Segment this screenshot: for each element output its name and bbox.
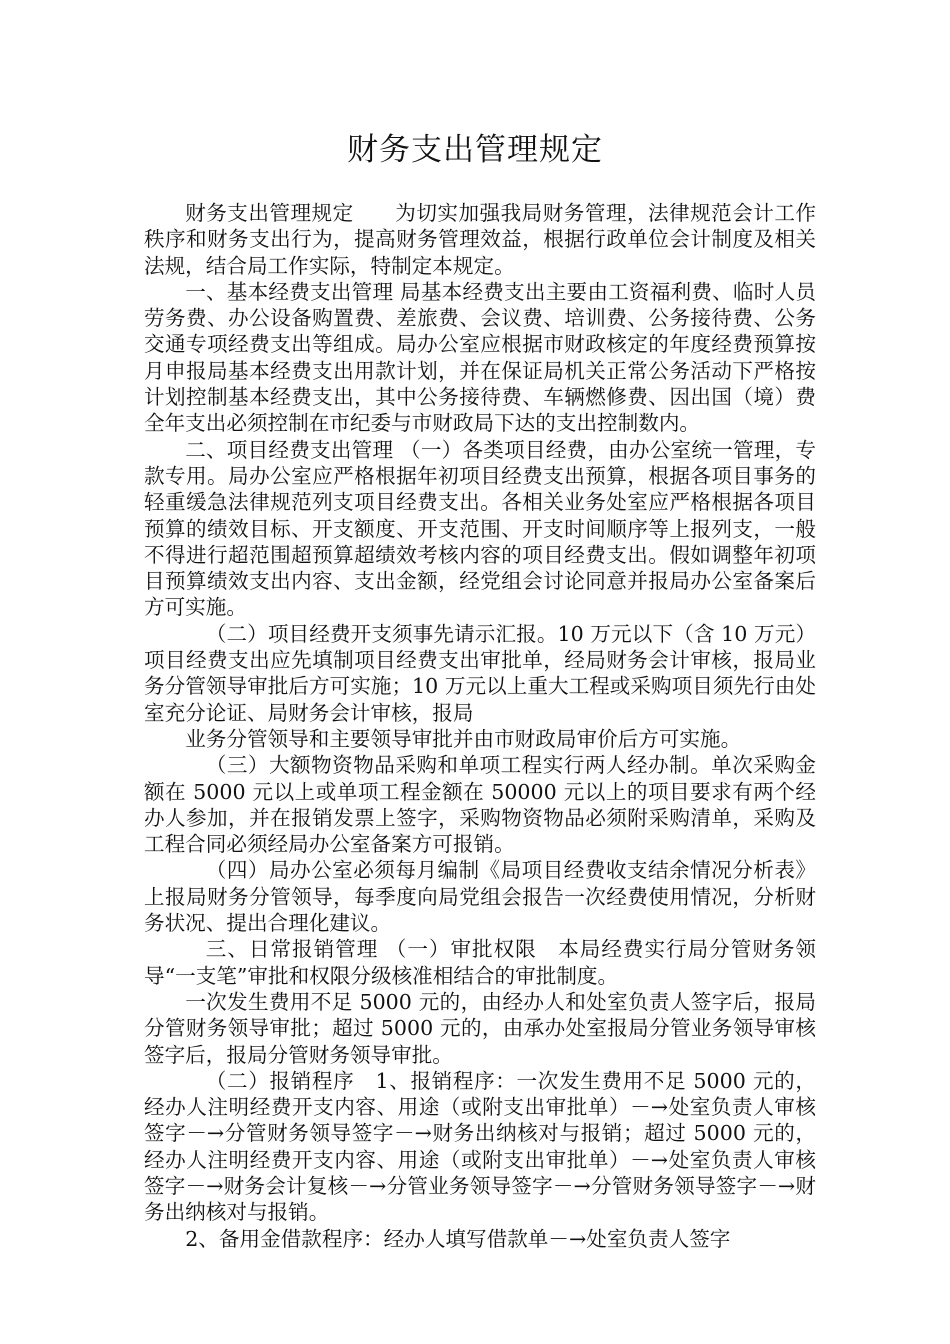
paragraph-intro	[144, 200, 816, 279]
document-body	[144, 200, 816, 1252]
paragraph-bulk-purchase: （三）大额物资物品采购和单项工程实行两人经办制。单次采购金额在 5000 元以上或单项工程金额在 50000 元以上的项目要求有两个经办人参加，并在报销发票上签字，采购物资物品必须附采购清单，采购及工程合同必须经局办公室备案方可报销。	[144, 753, 816, 857]
paragraph-project-approval: （二）项目经费开支须事先请示汇报。10 万元以下（含 10 万元）项目经费支出应先填制项目经费支出审批单，经局财务会计审核，报局业务分管领导审批后方可实施；10 万元以上重大工程或采购项目须先行由处室充分论证、局财务会计审核，报局	[144, 621, 816, 725]
paragraph-basic-expenses: 一、基本经费支出管理 局基本经费支出主要由工资福利费、临时人员劳务费、办公设备购置费、差旅费、会议费、培训费、公务接待费、公务交通专项经费支出等组成。局办公室应根据市财政核定的年度经费预算按月申报局基本经费支出用款计划，并在保证局机关正常公务活动下严格按计划控制基本经费支出，其中公务接待费、车辆燃修费、因出国（境）费全年支出必须控制在市纪委与市财政局下达的支出控制数内。	[144, 279, 816, 436]
document-title: 财务支出管理规定	[347, 132, 603, 168]
paragraph-project-expenses: 二、项目经费支出管理 （一）各类项目经费，由办公室统一管理，专款专用。局办公室应严格根据年初项目经费支出预算，根据各项目事务的轻重缓急法律规范列支项目经费支出。各相关业务处室应严格根据各项目预算的绩效目标、开支额度、开支范围、开支时间顺序等上报列支，一般不得进行超范围超预算超绩效考核内容的项目经费支出。假如调整年初项目预算绩效支出内容、支出金额，经党组会讨论同意并报局办公室备案后方可实施。	[144, 437, 816, 620]
paragraph-daily-reimbursement: 三、日常报销管理 （一）审批权限 本局经费实行局分管财务领导“一支笔”审批和权限分级核准相结合的审批制度。	[144, 937, 816, 988]
paragraph-monthly-report: （四）局办公室必须每月编制《局项目经费收支结余情况分析表》上报局财务分管领导，每季度向局党组会报告一次经费使用情况，分析财务状况、提出合理化建议。	[144, 858, 816, 936]
paragraph-petty-cash: 2、备用金借款程序：经办人填写借款单－→处室负责人签字	[185, 1226, 731, 1251]
paragraph-project-approval-cont: 业务分管领导和主要领导审批并由市财政局审价后方可实施。	[185, 726, 742, 751]
intro-lead: 财务支出管理规定	[185, 201, 354, 225]
intro-text: 为切实加强我局财务管理，法律规范会计工作秩序和财务支出行为，提高财务管理效益，根据行政单位会计制度及相关法规，结合局工作实际，特制定本规定。	[144, 201, 817, 278]
paragraph-approval-limits: 一次发生费用不足 5000 元的，由经办人和处室负责人签字后，报局分管财务领导审批；超过 5000 元的，由承办处室报局分管业务领导审核签字后，报局分管财务领导审批。	[144, 989, 816, 1067]
paragraph-reimbursement-procedure: （二）报销程序 1、报销程序：一次发生费用不足 5000 元的，经办人注明经费开支内容、用途（或附支出审批单）－→处室负责人审核签字－→分管财务领导签字－→财务出纳核对与报销；超过 5000 元的，经办人注明经费开支内容、用途（或附支出审批单）－→处室负责人审核签字－→财务会计复核－→分管业务领导签字－→分管财务领导签字－→财务出纳核对与报销。	[144, 1068, 816, 1225]
